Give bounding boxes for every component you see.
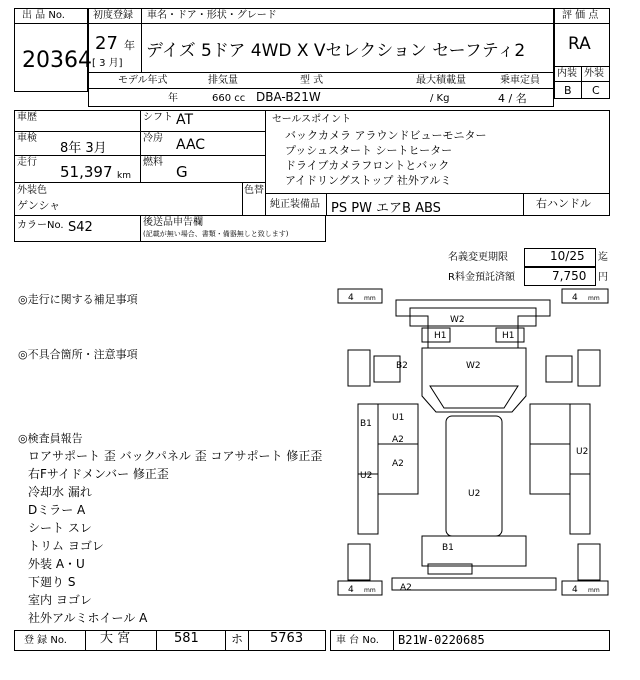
lot-number: 20364 <box>22 48 92 73</box>
right-mirror <box>546 356 572 382</box>
exterior-grade: C <box>592 84 600 97</box>
model-code: DBA-B21W <box>256 90 321 104</box>
tire-depth-fr: 4 <box>572 293 578 303</box>
fuel: G <box>176 163 188 181</box>
inspector-line: Dミラー A <box>28 503 86 517</box>
wheel-rear-right <box>578 544 600 580</box>
sales-point-line: バックカメラ アラウンドビューモニター <box>285 129 487 142</box>
damage-mark: A2 <box>392 435 404 445</box>
defects-title: ◎不具合箇所・注意事項 <box>18 348 138 361</box>
model-year-label: モデル年式 <box>118 75 168 86</box>
inspector-line: 右Fサイドメンバー 修正歪 <box>28 467 169 481</box>
tire-box-rear-right <box>562 581 608 595</box>
damage-mark: B2 <box>396 361 408 371</box>
supplement-title: ◎走行に関する補足事項 <box>18 293 138 306</box>
model-code-label: 型 式 <box>300 75 324 86</box>
inspector-title: ◎検査員報告 <box>18 432 83 445</box>
front-bumper-outline <box>396 300 550 348</box>
recycle-label: R料金預託済額 <box>448 272 515 283</box>
right-front-panel <box>530 404 570 444</box>
inspector-line: シート スレ <box>28 521 92 535</box>
shift: AT <box>176 112 194 128</box>
ac: AAC <box>176 137 206 153</box>
exterior-label: 外装 <box>584 68 604 79</box>
car-damage-diagram <box>336 286 612 610</box>
damage-mark: U1 <box>392 413 405 423</box>
damage-mark: U2 <box>576 447 589 457</box>
inspection-label: 車検 <box>17 133 37 144</box>
left-mid-panel <box>378 444 418 494</box>
rear-body-outline <box>422 536 526 566</box>
sales-point-line: プッシュスタート シートヒーター <box>285 144 453 157</box>
displacement: 660 cc <box>212 93 246 104</box>
inspector-line: 社外アルミホイール A <box>28 611 148 625</box>
transfer-deadline: 10/25 <box>550 249 585 263</box>
mileage-label: 走行 <box>17 157 37 168</box>
wheel-front-left <box>348 350 370 386</box>
right-rear-door <box>570 474 590 534</box>
tire-unit-rr: mm <box>588 587 600 594</box>
reg-area: 大 宮 <box>100 631 131 646</box>
damage-mark: B1 <box>360 419 372 429</box>
damage-mark: U2 <box>468 489 481 499</box>
lot-label: 出 品 No. <box>22 10 65 21</box>
max-load-label: 最大積載量 <box>416 75 466 86</box>
tire-box-front-right <box>562 289 608 303</box>
inspector-line: 冷却水 漏れ <box>28 485 92 499</box>
color-no: S42 <box>68 220 93 235</box>
inspector-line: ロアサポート 歪 バックパネル 歪 コアサポート 修正歪 <box>28 449 323 463</box>
max-load: / Kg <box>430 93 450 104</box>
tire-depth-fl: 4 <box>348 293 354 303</box>
left-front-door <box>358 404 378 474</box>
sales-point-line: アイドリングストップ 社外アルミ <box>285 174 452 187</box>
reg-class: 581 <box>174 631 199 646</box>
recycle-unit: 円 <box>598 272 608 283</box>
front-grille-outline <box>410 308 536 326</box>
grade-label: 評 価 点 <box>562 10 599 21</box>
inspector-line: 室内 ヨゴレ <box>28 593 92 607</box>
first-reg-year: 27 <box>95 33 118 54</box>
fuel-label: 燃料 <box>143 157 163 168</box>
model-year-unit: 年 <box>168 93 178 104</box>
damage-mark: A2 <box>392 459 404 469</box>
rear-bumper-outline <box>392 578 556 590</box>
damage-mark: H1 <box>434 331 447 341</box>
capacity: 4 / 名 <box>498 92 527 105</box>
ac-label: 冷房 <box>143 133 163 144</box>
first-reg-label: 初度登録 <box>93 10 133 21</box>
left-rear-door <box>358 474 378 534</box>
tire-unit-fl: mm <box>364 295 376 302</box>
tire-depth-rl: 4 <box>348 585 354 595</box>
right-front-door <box>570 404 590 474</box>
post-docs-label: 後送品申告欄 <box>143 217 203 228</box>
post-docs-note: (記載が無い場合、書類・備器無しと致します) <box>143 230 289 238</box>
car-name: デイズ 5ドア 4WD X Vセレクション セーフティ2 <box>146 41 526 61</box>
right-mid-panel <box>530 444 570 494</box>
damage-mark: W2 <box>466 361 481 371</box>
equipment-label: 純正装備品 <box>270 199 320 210</box>
recycle-fee: 7,750 <box>552 269 587 283</box>
reg-no-label: 登 録 No. <box>24 635 67 646</box>
inspector-line: トリム ヨゴレ <box>28 539 104 553</box>
transfer-unit: 迄 <box>598 252 608 263</box>
shift-label: シフト <box>143 112 173 123</box>
reg-kana: ホ <box>231 632 244 646</box>
reg-number: 5763 <box>270 631 304 646</box>
chassis-number: B21W-0220685 <box>398 633 485 647</box>
windshield-outline <box>430 386 518 408</box>
tire-unit-rl: mm <box>364 587 376 594</box>
hood-outline <box>422 348 526 412</box>
capacity-label: 乗車定員 <box>500 75 540 86</box>
first-reg-month: [ 3 月] <box>92 58 123 69</box>
chassis-label: 車 台 No. <box>336 635 379 646</box>
ext-color-label: 外装色 <box>17 185 47 196</box>
color-mark-label: 色替 <box>244 185 264 196</box>
damage-mark: U2 <box>360 471 373 481</box>
overall-grade: RA <box>568 34 591 54</box>
spec-value-row <box>88 88 554 107</box>
transfer-label: 名義変更期限 <box>448 252 508 263</box>
wheel-front-right <box>578 350 600 386</box>
first-reg-year-unit: 年 <box>124 39 135 52</box>
mileage-unit: km <box>117 171 131 181</box>
sales-points-title: セールスポイント <box>272 114 352 125</box>
roof-outline <box>446 416 502 536</box>
damage-mark: W2 <box>450 315 465 325</box>
ext-color: ゲンシャ <box>17 199 61 212</box>
wheel-rear-left <box>348 544 370 580</box>
interior-grade: B <box>564 84 572 97</box>
damage-mark: B1 <box>442 543 454 553</box>
tire-unit-fr: mm <box>588 295 600 302</box>
inspector-line: 下廻り S <box>28 575 76 589</box>
car-name-label: 車名・ドア・形状・グレード <box>147 10 277 21</box>
history-label: 車歴 <box>17 112 37 123</box>
sales-point-line: ドライブカメラフロントとバック <box>285 159 450 172</box>
equipment-value: PS PW エアB ABS <box>331 201 441 216</box>
tire-depth-rr: 4 <box>572 585 578 595</box>
handle: 右ハンドル <box>536 197 591 210</box>
color-no-label: カラーNo. <box>17 220 64 231</box>
damage-mark: A2 <box>400 583 412 593</box>
inspection: 8年 3月 <box>60 141 107 156</box>
interior-label: 内装 <box>557 68 577 79</box>
displacement-label: 排気量 <box>208 75 238 86</box>
inspector-line: 外装 A・U <box>28 557 85 571</box>
mileage: 51,397 <box>60 163 113 181</box>
damage-mark: H1 <box>502 331 515 341</box>
